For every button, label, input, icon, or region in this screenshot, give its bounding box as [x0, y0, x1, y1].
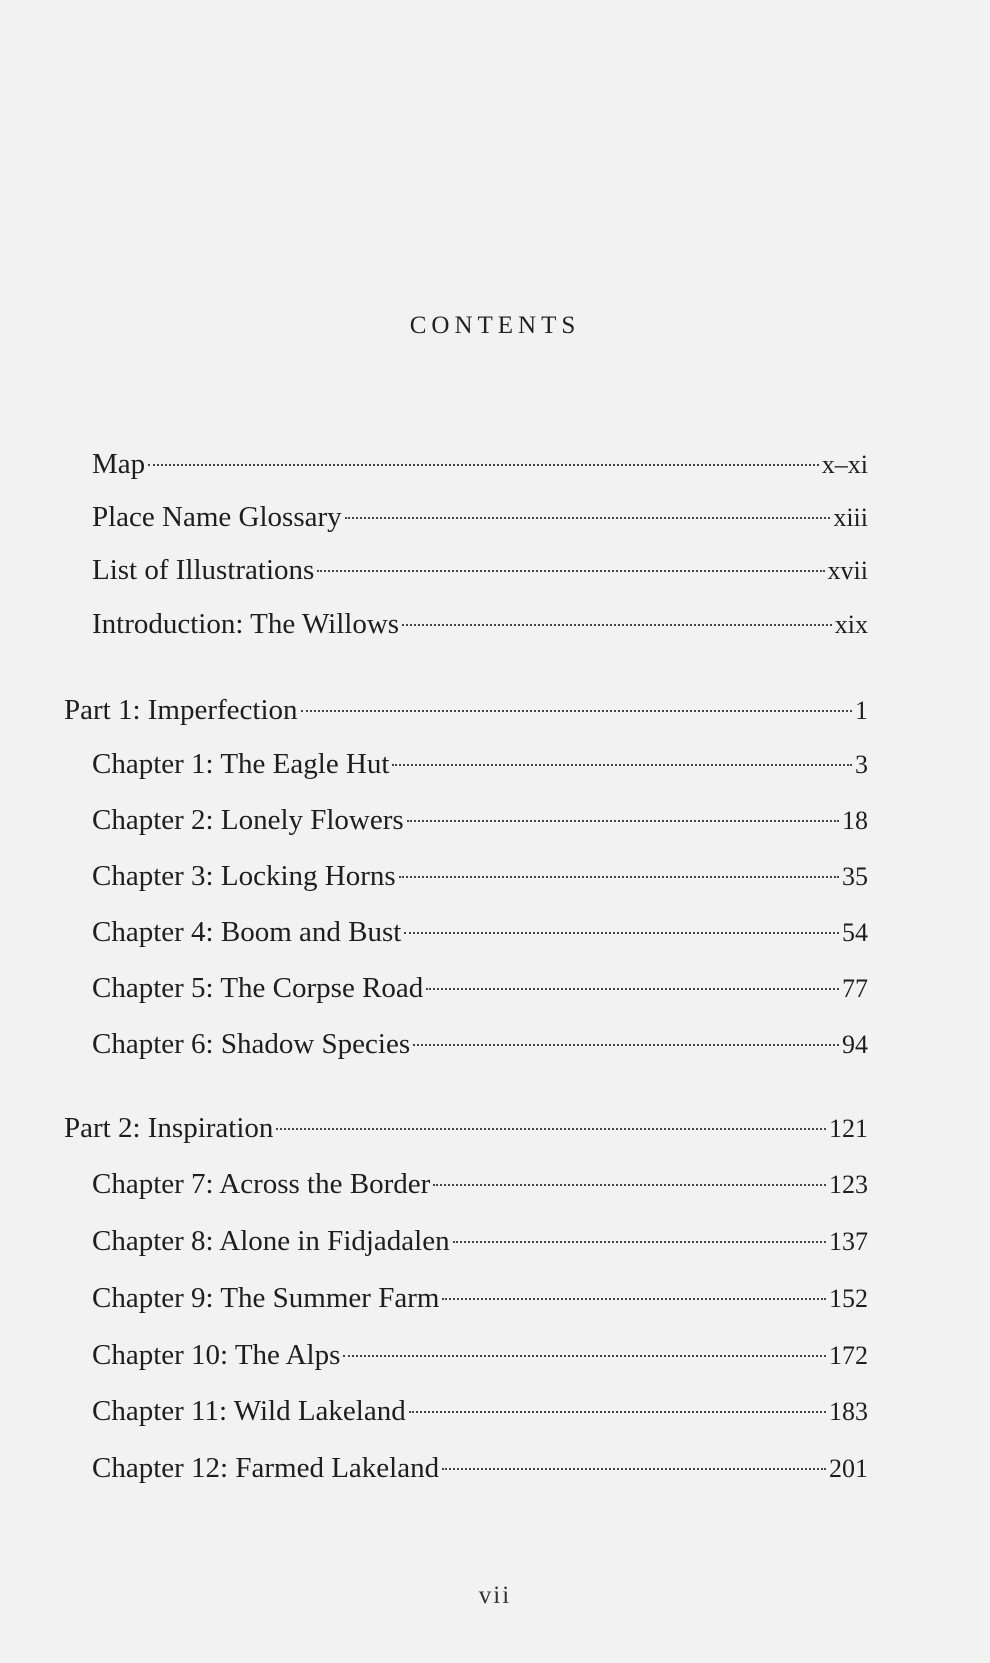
- toc-entry-label: Chapter 6: Shadow Species: [92, 1028, 411, 1060]
- toc-entry-label: Chapter 11: Wild Lakeland: [92, 1395, 406, 1427]
- dot-leader: [442, 1298, 826, 1300]
- toc-chapter-5[interactable]: [92, 970, 868, 1006]
- toc-chapter-4[interactable]: [92, 914, 868, 950]
- toc-entry-page: 3: [855, 750, 868, 779]
- toc-entry-label: Chapter 2: Lonely Flowers: [92, 804, 404, 836]
- toc-entry-page: 35: [842, 862, 868, 891]
- toc-entry-page: xvii: [827, 556, 868, 585]
- toc-chapter-11[interactable]: [92, 1393, 868, 1429]
- toc-chapter-1[interactable]: [92, 746, 868, 782]
- toc-chapter-10[interactable]: [92, 1337, 868, 1373]
- toc-chapter-9[interactable]: [92, 1280, 868, 1316]
- toc-entry-label: Chapter 9: The Summer Farm: [92, 1282, 440, 1314]
- toc-part-label: Part 2: Inspiration: [64, 1112, 274, 1144]
- toc-part-page: 1: [855, 696, 868, 725]
- page-title: CONTENTS: [409, 312, 581, 339]
- dot-leader: [345, 517, 831, 519]
- toc-entry-page: 54: [842, 918, 868, 947]
- toc-chapter-8[interactable]: [92, 1223, 868, 1259]
- toc-entry-label: Chapter 12: Farmed Lakeland: [92, 1452, 440, 1484]
- toc-entry-page: 18: [842, 806, 868, 835]
- toc-entry-page: 94: [842, 1030, 868, 1059]
- toc-entry-page: xix: [834, 610, 868, 639]
- dot-leader: [407, 820, 839, 822]
- toc-entry-page: 172: [829, 1341, 868, 1370]
- toc-chapter-6[interactable]: [92, 1026, 868, 1062]
- toc-entry-page: 152: [829, 1284, 868, 1313]
- toc-chapter-2[interactable]: [92, 802, 868, 838]
- toc-entry-page: x–xi: [821, 450, 868, 479]
- toc-entry-page: 183: [829, 1397, 868, 1426]
- toc-entry-label: Chapter 4: Boom and Bust: [92, 916, 402, 948]
- dot-leader: [148, 464, 819, 466]
- toc-entry-label: List of Illustrations: [92, 554, 315, 586]
- toc-part-label: Part 1: Imperfection: [64, 694, 298, 726]
- toc-entry-page: xiii: [833, 503, 868, 532]
- dot-leader: [442, 1468, 826, 1470]
- toc-part-1[interactable]: [64, 692, 868, 728]
- dot-leader: [426, 988, 839, 990]
- toc-entry-page: 201: [829, 1454, 868, 1483]
- toc-entry-label: Chapter 10: The Alps: [92, 1339, 341, 1371]
- toc-entry-label: Chapter 3: Locking Horns: [92, 860, 396, 892]
- dot-leader: [433, 1184, 826, 1186]
- toc-entry-label: Place Name Glossary: [92, 501, 342, 533]
- toc-entry-place-name-glossary[interactable]: [92, 499, 868, 535]
- toc-entry-label: Introduction: The Willows: [92, 608, 400, 640]
- toc-entry-label: Chapter 1: The Eagle Hut: [92, 748, 390, 780]
- dot-leader: [413, 1044, 839, 1046]
- toc-entry-page: 123: [829, 1170, 868, 1199]
- dot-leader: [317, 570, 824, 572]
- dot-leader: [399, 876, 839, 878]
- toc-entry-label: Chapter 8: Alone in Fidjadalen: [92, 1225, 450, 1257]
- toc-entry-introduction[interactable]: [92, 606, 868, 642]
- dot-leader: [402, 624, 832, 626]
- toc-entry-page: 77: [842, 974, 868, 1003]
- page-number: vii: [478, 1582, 512, 1609]
- toc-chapter-7[interactable]: [92, 1166, 868, 1202]
- toc-entry-label: Chapter 7: Across the Border: [92, 1168, 431, 1200]
- dot-leader: [301, 710, 852, 712]
- toc-entry-map[interactable]: [92, 446, 868, 482]
- toc-chapter-3[interactable]: [92, 858, 868, 894]
- toc-part-2[interactable]: [64, 1110, 868, 1146]
- dot-leader: [343, 1355, 826, 1357]
- toc-entry-label: Map: [92, 448, 146, 480]
- dot-leader: [404, 932, 839, 934]
- toc-entry-list-of-illustrations[interactable]: [92, 552, 868, 588]
- dot-leader: [409, 1411, 826, 1413]
- toc-part-page: 121: [829, 1114, 868, 1143]
- dot-leader: [392, 764, 852, 766]
- dot-leader: [453, 1241, 826, 1243]
- toc-entry-page: 137: [829, 1227, 868, 1256]
- toc-entry-label: Chapter 5: The Corpse Road: [92, 972, 424, 1004]
- toc-chapter-12[interactable]: [92, 1450, 868, 1486]
- dot-leader: [276, 1128, 826, 1130]
